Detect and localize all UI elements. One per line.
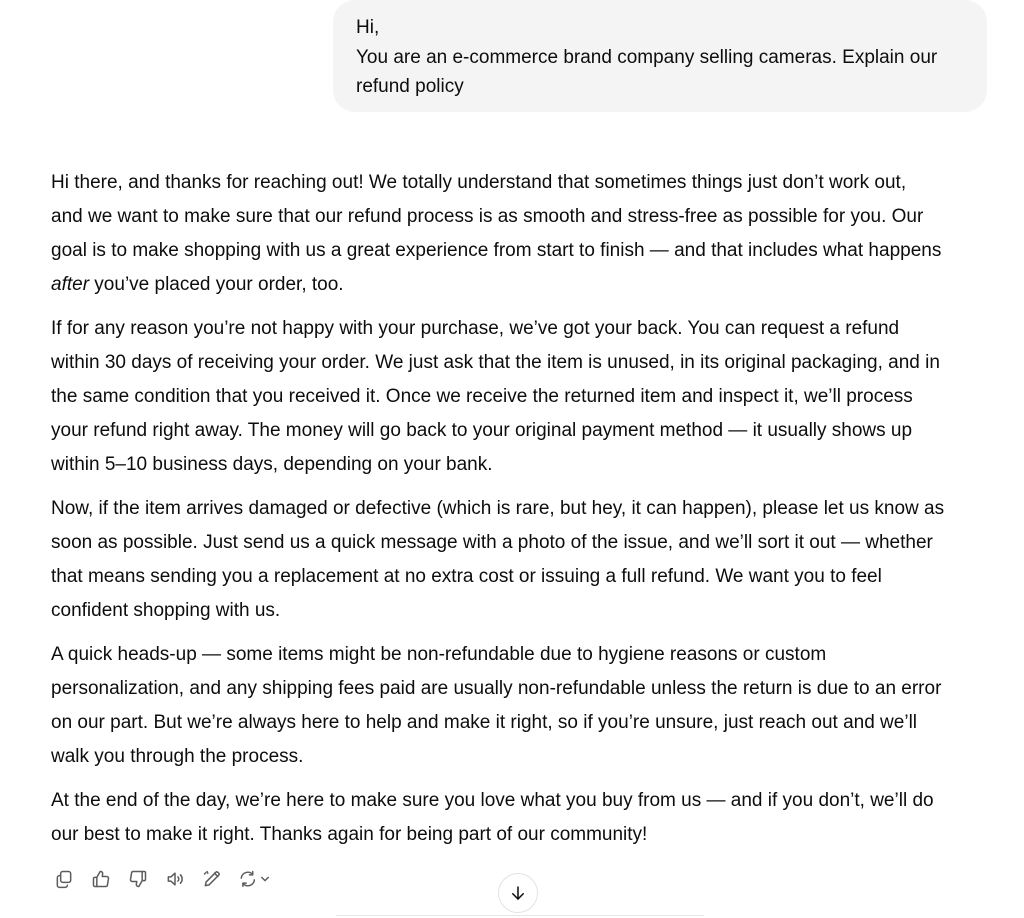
paragraph-line: confident shopping with us.: [51, 600, 281, 621]
edit-canvas-icon: [202, 869, 222, 889]
scroll-to-bottom-button[interactable]: [498, 873, 538, 913]
assistant-paragraph-3: [51, 492, 996, 628]
paragraph-line: that means sending you a replacement at no extra cost or issuing a full refund. We want you to feel: [51, 566, 882, 587]
assistant-paragraph-2: [51, 312, 996, 482]
emphasis-text: after: [51, 274, 90, 295]
paragraph-line: on our part. But we’re always here to help and make it right, so if you’re unsure, just reach out and we’ll: [51, 712, 918, 733]
assistant-paragraph-1: [51, 166, 996, 302]
paragraph-line: our best to make it right. Thanks again for being part of our community!: [51, 824, 648, 845]
paragraph-line: Now, if the item arrives damaged or defective (which is rare, but hey, it can happen), please let us know as: [51, 498, 945, 519]
paragraph-line: within 5–10 business days, depending on your bank.: [51, 454, 493, 475]
paragraph-line: and we want to make sure that our refund process is as smooth and stress-free as possible for you. Our: [51, 206, 924, 227]
thumbs-up-button[interactable]: [88, 866, 114, 892]
paragraph-line: [51, 268, 996, 302]
assistant-paragraph-5: [51, 784, 996, 852]
regenerate-icon: [238, 869, 274, 889]
assistant-paragraph-4: [51, 638, 996, 774]
paragraph-line: A quick heads-up — some items might be non-refundable due to hygiene reasons or custom: [51, 644, 827, 665]
user-message-line: You are an e-commerce brand company selling cameras. Explain our: [356, 46, 938, 68]
composer-top-edge: [336, 915, 704, 916]
regenerate-button[interactable]: [236, 866, 276, 892]
paragraph-line: walk you through the process.: [51, 746, 304, 767]
user-message-line: refund policy: [356, 76, 464, 97]
paragraph-line: within 30 days of receiving your order. We just ask that the item is unused, in its original packaging, and in: [51, 352, 940, 373]
copy-button[interactable]: [51, 866, 77, 892]
copy-icon: [54, 869, 74, 889]
thumbs-up-icon: [91, 869, 111, 889]
paragraph-line: goal is to make shopping with us a great experience from start to finish — and that includes what happens: [51, 240, 942, 261]
paragraph-line: Hi there, and thanks for reaching out! We totally understand that sometimes things just don’t work out,: [51, 172, 907, 193]
paragraph-line: soon as possible. Just send us a quick message with a photo of the issue, and we’ll sort it out — whether: [51, 532, 933, 553]
paragraph-line: At the end of the day, we’re here to make sure you love what you buy from us — and if you don’t, we’ll do: [51, 790, 934, 811]
thumbs-down-button[interactable]: [125, 866, 151, 892]
read-aloud-button[interactable]: [162, 866, 188, 892]
user-message-line: Hi,: [356, 17, 380, 38]
paragraph-line: your refund right away. The money will go back to your original payment method — it usually shows up: [51, 420, 913, 441]
read-aloud-icon: [165, 869, 185, 889]
paragraph-line-rest: you’ve placed your order, too.: [89, 274, 344, 295]
message-action-bar: [51, 866, 287, 892]
paragraph-line: personalization, and any shipping fees paid are usually non-refundable unless the return is due to an error: [51, 678, 942, 699]
arrow-down-icon: [509, 884, 527, 902]
thumbs-down-icon: [128, 869, 148, 889]
paragraph-line: the same condition that you received it. Once we receive the returned item and inspect it, we’ll process: [51, 386, 913, 407]
assistant-message: [51, 166, 996, 862]
paragraph-line: If for any reason you’re not happy with your purchase, we’ve got your back. You can request a refund: [51, 318, 900, 339]
edit-in-canvas-button[interactable]: [199, 866, 225, 892]
chevron-down-icon: [262, 877, 269, 880]
user-message-bubble: [333, 0, 987, 112]
